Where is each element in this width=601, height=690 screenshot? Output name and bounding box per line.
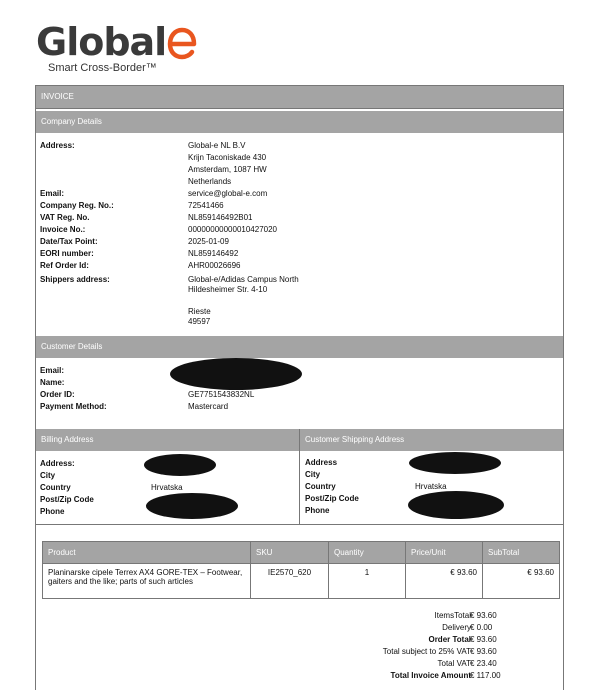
- col-price-unit: Price/Unit: [406, 542, 483, 564]
- company-details-header: Company Details: [36, 111, 563, 133]
- total-value: € 0.00: [470, 623, 493, 632]
- field-label: Email:: [40, 366, 65, 375]
- field-value: 49597: [188, 317, 211, 326]
- field-label: Post/Zip Code: [40, 495, 94, 504]
- field-value: Global-e NL B.V: [188, 141, 246, 150]
- field-value: Krijn Taconiskade 430: [188, 153, 267, 162]
- field-label: Phone: [305, 506, 330, 515]
- cell-sku: IE2570_620: [251, 564, 329, 599]
- field-label: Payment Method:: [40, 402, 107, 411]
- field-label: Order ID:: [40, 390, 75, 399]
- total-label: ItemsTotal: [434, 611, 471, 620]
- field-value: service@global-e.com: [188, 189, 268, 198]
- field-label: City: [40, 471, 56, 480]
- field-value: Mastercard: [188, 402, 229, 411]
- field-value: NL859146492B01: [188, 213, 253, 222]
- field-value: Rieste: [188, 307, 211, 316]
- total-label: Total subject to 25% VAT: [382, 647, 471, 656]
- redaction-customer: [170, 358, 302, 390]
- field-value: Global-e/Adidas Campus North: [188, 275, 299, 284]
- field-label: Shippers address:: [40, 275, 110, 284]
- field-label: Company Reg. No.:: [40, 201, 114, 210]
- field-value: NL859146492: [188, 249, 239, 258]
- col-quantity: Quantity: [329, 542, 406, 564]
- field-label: Phone: [40, 507, 65, 516]
- total-value: € 93.60: [470, 635, 497, 644]
- field-value: Amsterdam, 1087 HW: [188, 165, 267, 174]
- field-value: 72541466: [188, 201, 224, 210]
- redaction-shipping-1: [409, 452, 501, 474]
- field-label: Invoice No.:: [40, 225, 86, 234]
- total-value: € 117.00: [470, 671, 501, 680]
- field-label: City: [305, 470, 321, 479]
- logo-e-icon: [167, 26, 197, 60]
- field-value: Hrvatska: [151, 483, 183, 492]
- field-label: Address:: [40, 459, 75, 468]
- field-value: 2025-01-09: [188, 237, 229, 246]
- field-label: Name:: [40, 378, 65, 387]
- field-label: Ref Order Id:: [40, 261, 89, 270]
- logo-tagline: Smart Cross-Border™: [48, 62, 157, 74]
- total-value: € 93.60: [470, 611, 497, 620]
- products-table: [42, 541, 560, 599]
- billing-address-header: Billing Address: [36, 429, 299, 451]
- logo-word: Global: [36, 20, 167, 64]
- total-value: € 93.60: [470, 647, 497, 656]
- shipping-address-header: Customer Shipping Address: [300, 429, 563, 451]
- cell-quantity: 1: [329, 564, 406, 599]
- redaction-shipping-2: [408, 491, 504, 519]
- col-sku: SKU: [251, 542, 329, 564]
- cell-price: € 93.60: [406, 564, 483, 599]
- field-value: AHR00026696: [188, 261, 241, 270]
- field-label: Address: [305, 458, 338, 467]
- field-value: Hrvatska: [415, 482, 447, 491]
- total-value: € 23.40: [470, 659, 497, 668]
- redaction-billing-1: [144, 454, 216, 476]
- redaction-billing-2: [146, 493, 238, 519]
- total-label: Order Total: [428, 635, 471, 644]
- table-row: [43, 564, 560, 599]
- field-label: EORI number:: [40, 249, 94, 258]
- field-label: Address:: [40, 141, 75, 150]
- field-label: Post/Zip Code: [305, 494, 359, 503]
- field-label: VAT Reg. No.: [40, 213, 90, 222]
- field-value: Netherlands: [188, 177, 232, 186]
- invoice-frame: [35, 85, 564, 690]
- field-value: GE7751543832NL: [188, 390, 255, 399]
- field-value: Hildesheimer Str. 4-10: [188, 285, 268, 294]
- customer-details-header: Customer Details: [36, 336, 563, 358]
- field-label: Country: [40, 483, 71, 492]
- field-label: Date/Tax Point:: [40, 237, 98, 246]
- total-label: Total VAT: [437, 659, 471, 668]
- field-label: Country: [305, 482, 336, 491]
- invoice-title: INVOICE: [36, 86, 563, 108]
- total-label: Delivery: [442, 623, 471, 632]
- col-product: Product: [43, 542, 251, 564]
- field-value: 00000000000010427020: [188, 225, 277, 234]
- field-label: Email:: [40, 189, 65, 198]
- cell-subtotal: € 93.60: [483, 564, 560, 599]
- total-label: Total Invoice Amount: [390, 671, 471, 680]
- global-e-logo: [36, 22, 197, 74]
- col-subtotal: SubTotal: [483, 542, 560, 564]
- cell-product: Planinarske cipele Terrex AX4 GORE-TEX – Footwear, gaiters and the like; parts of such articles: [43, 564, 251, 599]
